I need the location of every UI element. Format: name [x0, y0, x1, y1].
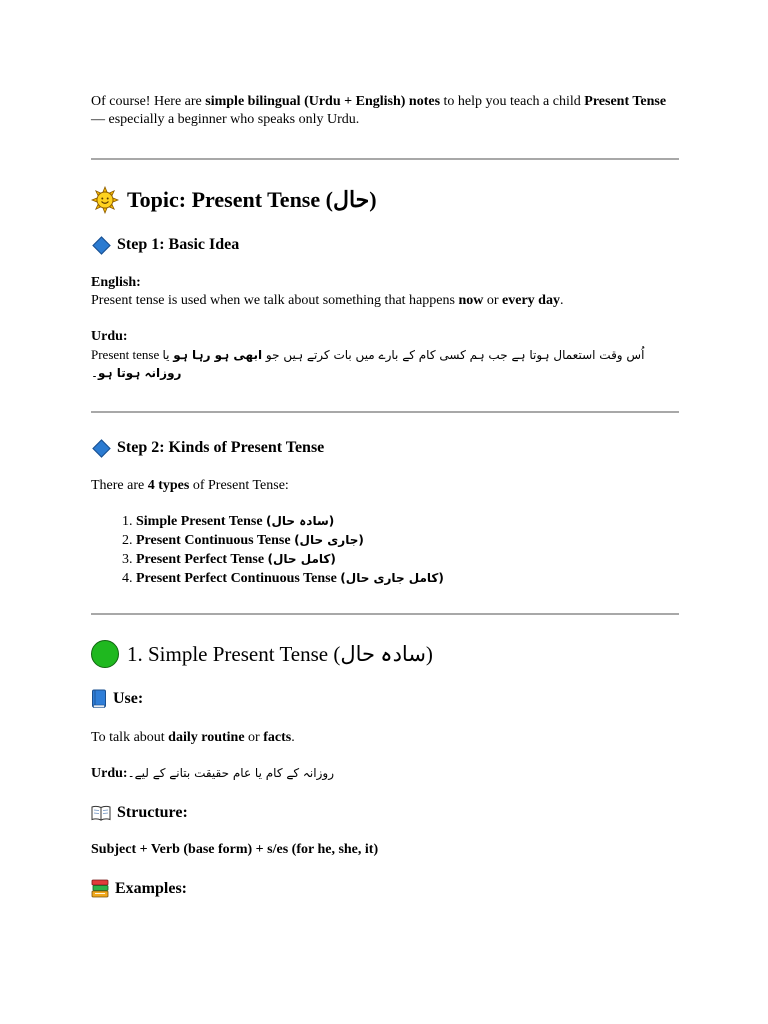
urdu-text: ۔ [91, 366, 99, 380]
blue-diamond-icon [92, 439, 110, 457]
urdu-prefix: Present tense [91, 347, 163, 362]
step2-intro-text: There are [91, 478, 148, 493]
step2-intro-text: of Present Tense: [189, 478, 289, 493]
step2-intro-bold: 4 types [147, 478, 190, 493]
use-bold: facts [263, 730, 292, 745]
use-text-part: . [291, 730, 295, 745]
urdu-label: Urdu: [91, 329, 128, 344]
section1-title: 1. Simple Present Tense (سادہ حال) [127, 642, 433, 666]
topic-title: Topic: Present Tense (حال) [127, 187, 377, 212]
tense-urdu: (کامل حال) [267, 552, 336, 566]
list-item [136, 550, 679, 569]
blue-diamond-icon [92, 236, 110, 254]
topic-heading [91, 186, 679, 214]
intro-text: Of course! Here are [91, 94, 206, 109]
tense-name: Present Perfect Tense [136, 552, 265, 567]
use-heading [91, 688, 679, 710]
list-item [136, 531, 679, 550]
urdu-label: Urdu: [91, 766, 128, 781]
step1-title: Step 1: Basic Idea [117, 236, 240, 253]
urdu-text: یا [162, 348, 174, 362]
stacked-books-icon [91, 879, 109, 899]
structure-text [91, 841, 679, 859]
intro-text: — especially a beginner who speaks only Urdu. [91, 112, 360, 127]
tense-urdu: (کامل جاری حال) [340, 571, 444, 585]
tense-urdu: (سادہ حال) [266, 514, 335, 528]
step1-english-block [91, 274, 679, 310]
tense-name: Present Perfect Continuous Tense [136, 571, 337, 586]
structure-title: Structure: [117, 804, 188, 821]
examples-title: Examples: [115, 880, 187, 897]
intro-text: to help you teach a child [440, 94, 585, 109]
english-text: . [559, 293, 564, 308]
step2-title: Step 2: Kinds of Present Tense [117, 439, 325, 456]
step1-heading [91, 234, 679, 256]
use-text-part: or [244, 730, 264, 745]
examples-heading [91, 878, 679, 900]
english-text: Present tense is used when we talk about something that happens [91, 293, 459, 308]
tense-name: Simple Present Tense [136, 514, 263, 529]
tense-name: Present Continuous Tense [136, 533, 291, 548]
section1-heading [91, 640, 679, 668]
tense-urdu: (جاری حال) [294, 533, 364, 547]
urdu-bold: روزانہ ہوتا ہو [98, 366, 182, 380]
list-item [136, 512, 679, 531]
smiling-sun-icon [91, 186, 119, 214]
intro-bold: simple bilingual (Urdu + English) notes [205, 94, 441, 109]
step2-heading [91, 437, 679, 459]
intro-paragraph [91, 93, 679, 129]
list-item [136, 569, 679, 588]
english-bold: every day [502, 293, 560, 308]
horizontal-rule [91, 158, 679, 160]
step1-urdu-block [91, 328, 679, 382]
tense-types-list [91, 512, 679, 588]
use-urdu-line [91, 764, 679, 783]
english-bold: now [458, 293, 484, 308]
urdu-text: اُس وقت استعمال ہوتا ہے جب ہم کسی کام کے بارے میں بات کرتے ہیں جو [262, 348, 645, 362]
urdu-bold: ابھی ہو رہا ہو [173, 348, 263, 362]
structure-formula: Subject + Verb (base form) + s/es (for he, she, it) [91, 842, 379, 857]
urdu-definition [91, 346, 679, 382]
green-circle-icon [91, 640, 119, 668]
structure-heading [91, 802, 679, 824]
use-title: Use: [113, 690, 144, 707]
horizontal-rule [91, 411, 679, 413]
intro-bold: Present Tense [584, 94, 667, 109]
use-bold: daily routine [168, 730, 245, 745]
english-label: English: [91, 275, 141, 290]
horizontal-rule [91, 613, 679, 615]
english-text: or [483, 293, 503, 308]
use-text [91, 729, 679, 747]
use-text-part: To talk about [91, 730, 169, 745]
use-urdu-text: روزانہ کے کام یا عام حقیقت بتانے کے لیے۔ [127, 766, 338, 780]
step2-intro [91, 477, 679, 495]
blue-book-icon [91, 689, 107, 709]
open-book-icon [91, 804, 111, 822]
